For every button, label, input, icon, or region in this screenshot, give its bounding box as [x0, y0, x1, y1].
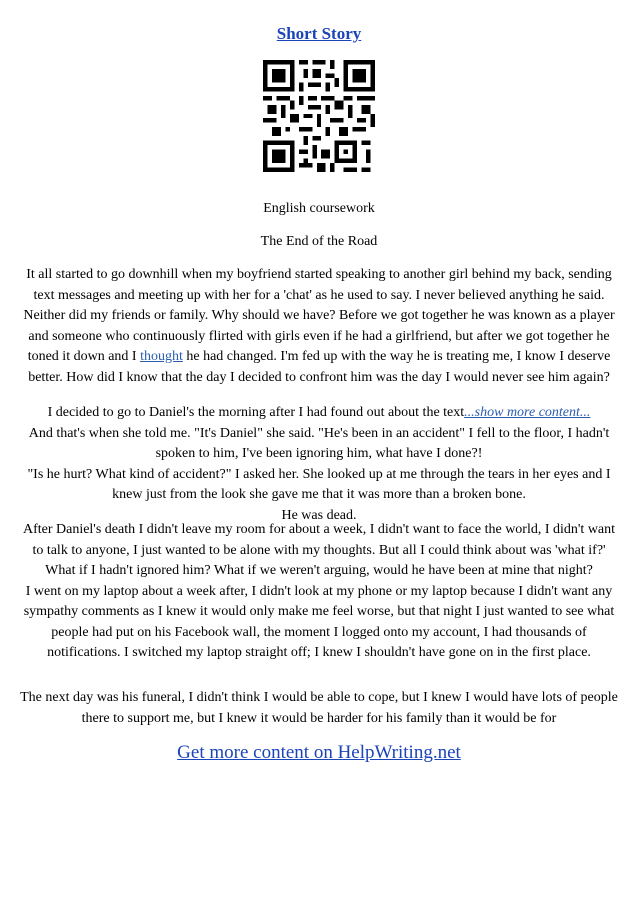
paragraph-text: It all started to go downhill when my boyfriend started speaking to another girl behind my back, sending text messages and meeting up with her for a 'chat' as he used to say. I never believed anything he said. Neither did my friends or family. Why should we have? Before we got together he was known as a player and someone who continuously flirted with girls even if he had a girlfriend, but after we got together he toned it down and I	[23, 267, 615, 364]
paragraph-text: I went on my laptop about a week after, I didn't look at my phone or my laptop because I didn't want any sympathy comments as I knew it would only make me feel worse, but that night I just wanted to see what people had put on his Facebook wall, the moment I logged onto my account, I had thousands of notifications. I switched my laptop straight off; I knew I shouldn't have gone on in the first place.	[23, 583, 615, 660]
paragraph-text: After Daniel's death I didn't leave my room for about a week, I didn't want to face the world, I didn't want to talk to anyone, I just wanted to be alone with my thoughts. But all I could think about was 'what if?' What if I hadn't ignored him? What if we weren't arguing, would he have been at mine that night?	[22, 522, 616, 578]
paragraph-1	[18, 265, 620, 388]
paragraph-text: The next day was his funeral, I didn't think I would be able to cope, but I knew I would have lots of people there to support me, but I knew it would be harder for his family than it would be for	[20, 690, 618, 726]
document-title[interactable]: Short Story	[276, 24, 362, 43]
paragraph-4	[18, 688, 620, 729]
helpwriting-link[interactable]: Get more content on HelpWriting.net	[177, 742, 461, 763]
paragraph-text: And that's when she told me. "It's Daniel" she said. "He's been in an accident" I fell to the floor, I hadn't spoken to him, I've been ignoring him, what have I done?!	[28, 425, 610, 461]
paragraph-text: "Is he hurt? What kind of accident?" I asked her. She looked up at me through the tears in her eyes and I knew just from the look she gave me that it was more than a broken bone.	[27, 466, 611, 502]
qr-code-icon	[263, 60, 375, 172]
story-title: The End of the Road	[260, 234, 378, 249]
paragraph-3	[18, 520, 620, 664]
paragraph-2	[18, 403, 620, 526]
show-more-link[interactable]: ...show more content...	[464, 405, 591, 420]
paragraph-text: I decided to go to Daniel's the morning after I had found out about the text	[47, 405, 465, 420]
paragraph-text: He was dead.	[281, 507, 357, 523]
paragraph-text: he had changed. I'm fed up with the way he is treating me, I know I deserve better. How did I know that the day I decided to confront him was the day I would never see him again?	[28, 349, 611, 385]
thought-link[interactable]: thought	[140, 349, 183, 364]
subtitle: English coursework	[263, 201, 375, 216]
